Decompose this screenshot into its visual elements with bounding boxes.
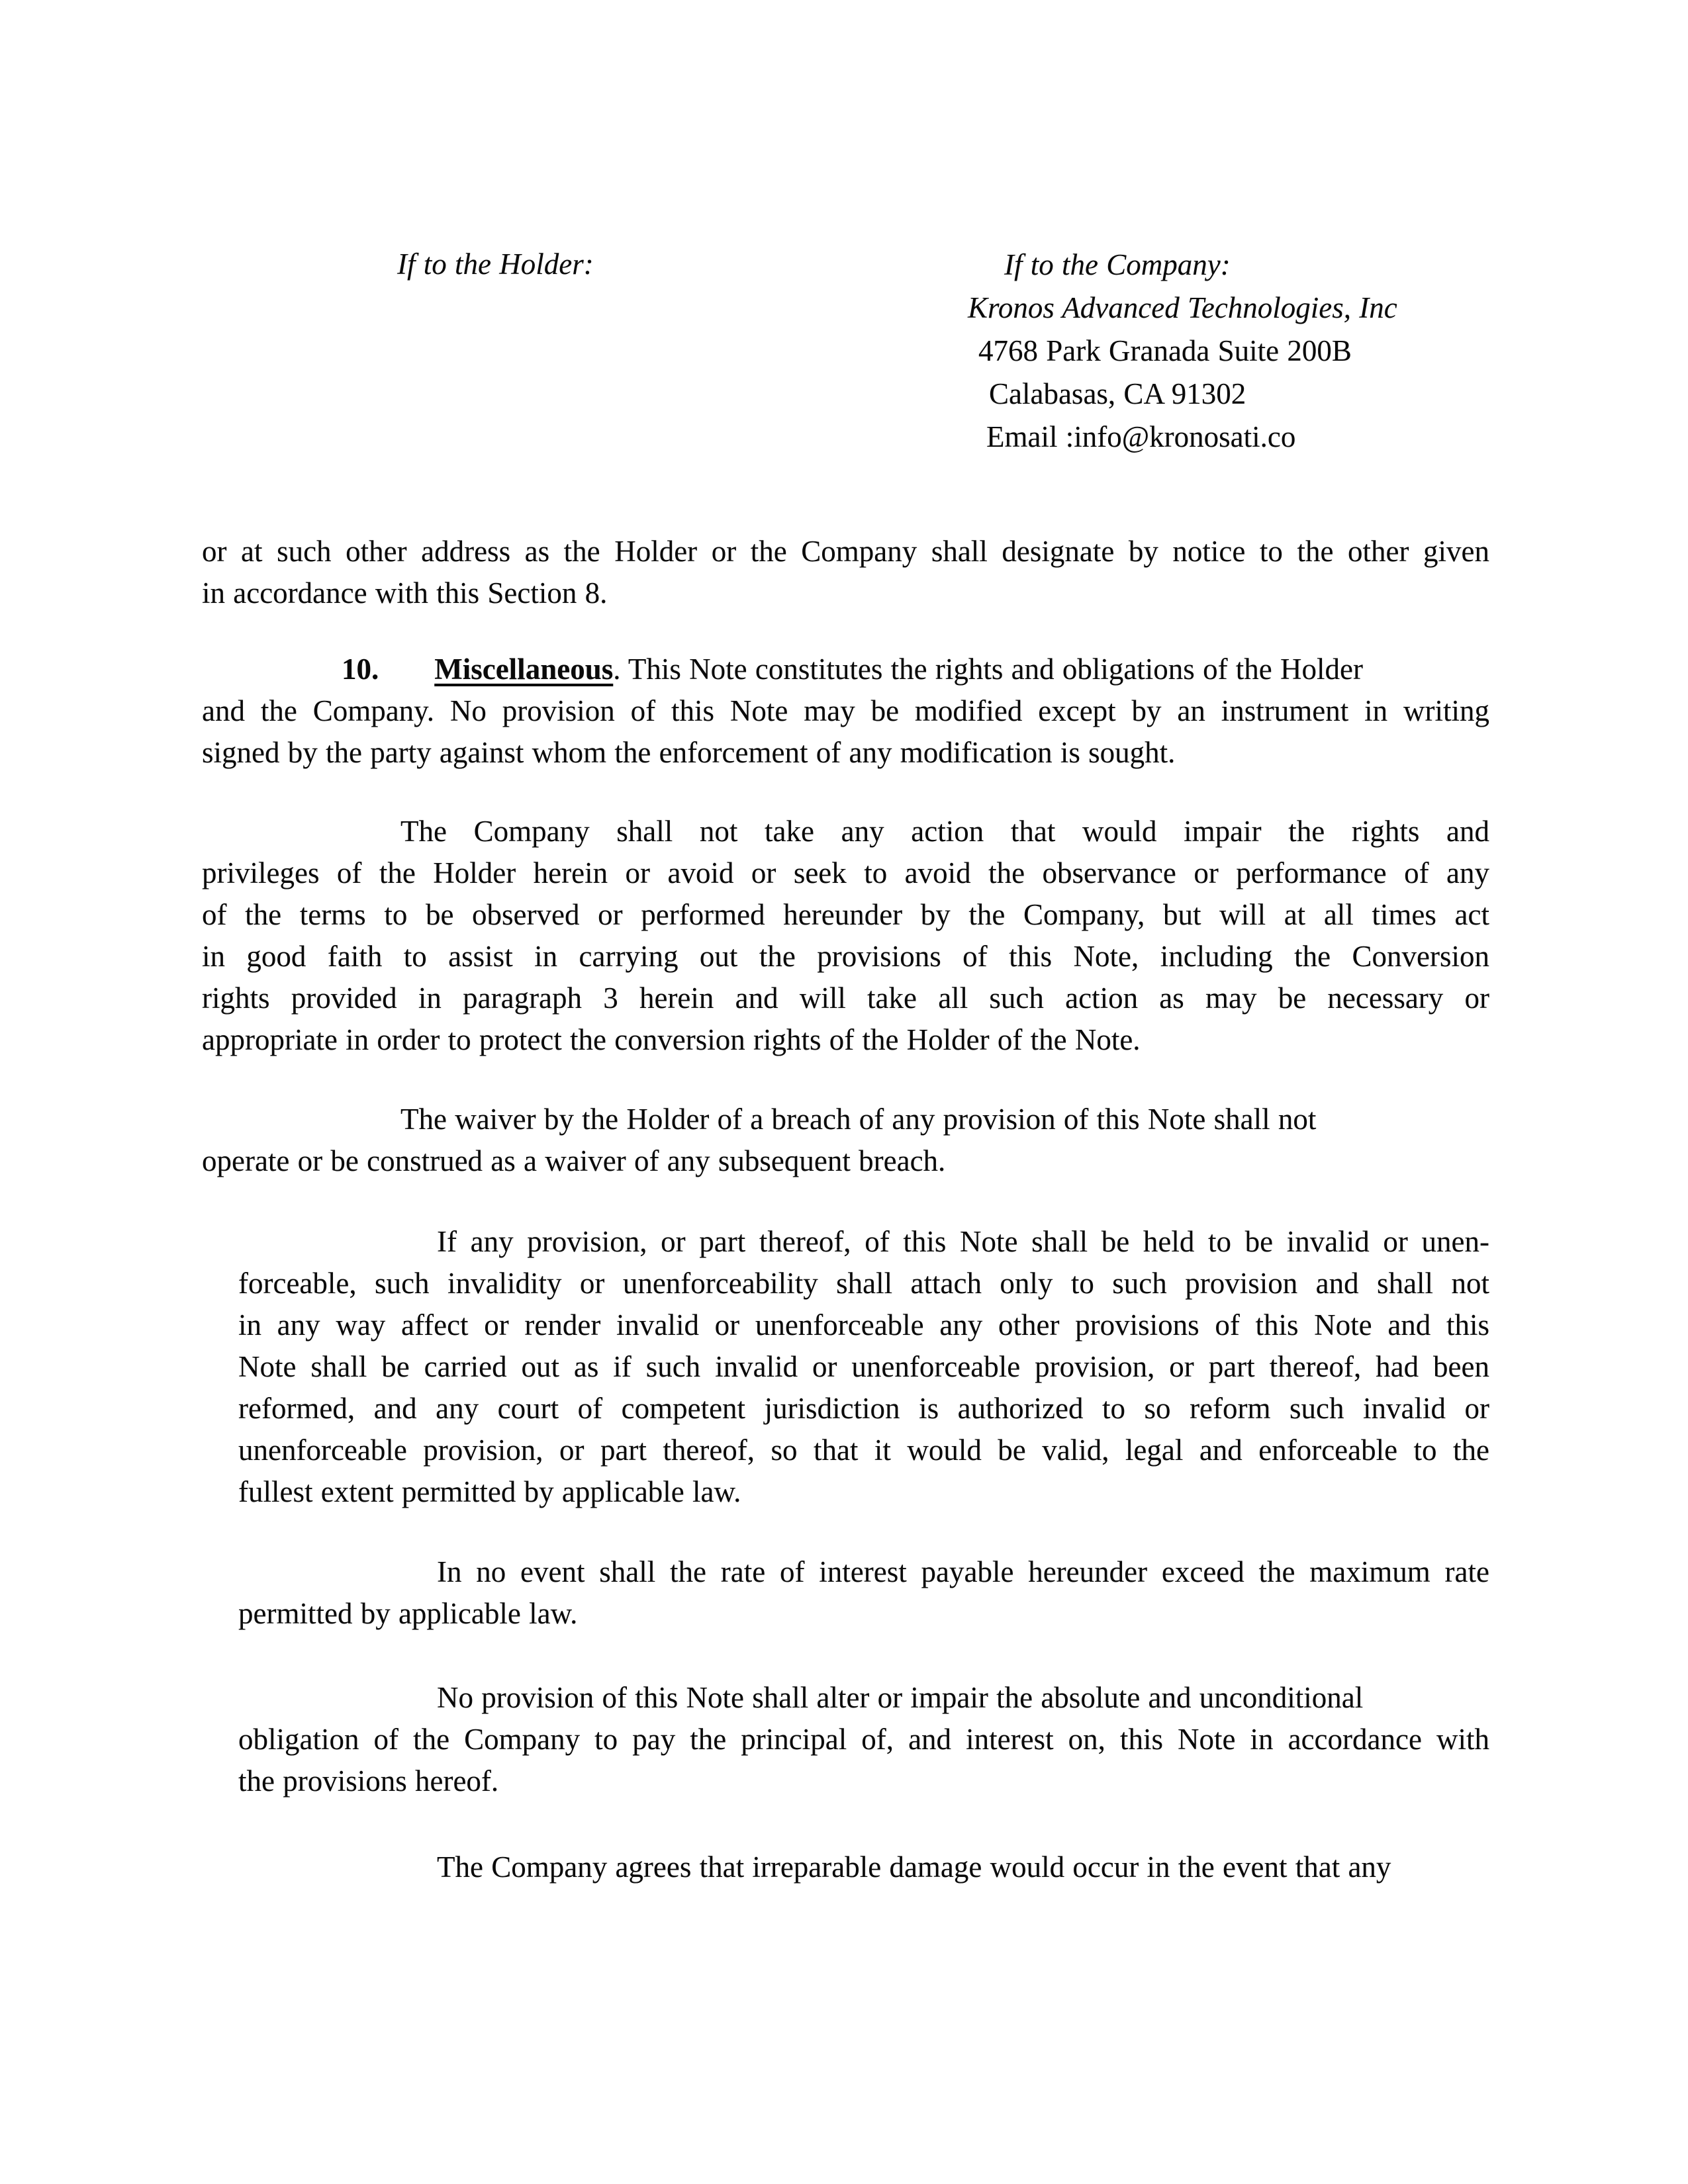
paragraph-obligation bbox=[238, 1677, 1489, 1802]
paragraph-address-notice bbox=[202, 531, 1489, 614]
paragraph-line: in accordance with this Section 8. bbox=[202, 576, 608, 610]
paragraph-line: unenforceable provision, or part thereof, so that it would be valid, legal and enforceable to the bbox=[238, 1433, 1489, 1467]
paragraph-line: The Company shall not take any action that would impair the rights and bbox=[400, 815, 1489, 848]
section-heading-line bbox=[202, 649, 1489, 690]
paragraph-line: privileges of the Holder herein or avoid or seek to avoid the observance or performance of any bbox=[202, 856, 1489, 889]
company-notice-label: If to the Company: bbox=[1004, 248, 1231, 281]
paragraph-miscellaneous bbox=[202, 649, 1489, 774]
paragraph-line: No provision of this Note shall alter or impair the absolute and unconditional bbox=[437, 1681, 1364, 1714]
paragraph-severability bbox=[238, 1221, 1489, 1513]
company-address-street: 4768 Park Granada Suite 200B bbox=[978, 334, 1352, 367]
company-address-city: Calabasas, CA 91302 bbox=[989, 377, 1246, 410]
paragraph-line: and the Company. No provision of this Note may be modified except by an instrument in writing bbox=[202, 694, 1489, 727]
paragraph-interest-rate bbox=[238, 1551, 1489, 1635]
section-heading: Miscellaneous bbox=[434, 653, 614, 686]
paragraph-waiver bbox=[202, 1099, 1489, 1182]
paragraph-line: Note shall be carried out as if such invalid or unenforceable provision, or part thereof, had been bbox=[238, 1350, 1489, 1383]
paragraph-line: forceable, such invalidity or unenforceability shall attach only to such provision and shall not bbox=[238, 1267, 1489, 1300]
paragraph-line: appropriate in order to protect the conversion rights of the Holder of the Note. bbox=[202, 1023, 1141, 1056]
paragraph-line: the provisions hereof. bbox=[238, 1764, 499, 1797]
paragraph-line: in good faith to assist in carrying out the provisions of this Note, including the Conversion bbox=[202, 940, 1489, 973]
paragraph-line: The waiver by the Holder of a breach of any provision of this Note shall not bbox=[400, 1103, 1317, 1136]
paragraph-line: rights provided in paragraph 3 herein and will take all such action as may be necessary or bbox=[202, 981, 1489, 1015]
paragraph-line: If any provision, or part thereof, of this Note shall be held to be invalid or unen- bbox=[437, 1225, 1489, 1258]
paragraph-line: reformed, and any court of competent jurisdiction is authorized to so reform such invalid or bbox=[238, 1392, 1489, 1425]
company-name: Kronos Advanced Technologies, Inc bbox=[968, 291, 1397, 324]
paragraph-line: operate or be construed as a waiver of any subsequent breach. bbox=[202, 1144, 946, 1177]
paragraph-line: signed by the party against whom the enforcement of any modification is sought. bbox=[202, 736, 1176, 769]
paragraph-irreparable-damage bbox=[238, 1846, 1489, 1888]
paragraph-line: obligation of the Company to pay the principal of, and interest on, this Note in accordance with bbox=[238, 1723, 1489, 1756]
paragraph-line: The Company agrees that irreparable damage would occur in the event that any bbox=[437, 1850, 1391, 1884]
paragraph-line: of the terms to be observed or performed hereunder by the Company, but will at all times act bbox=[202, 898, 1489, 931]
section-heading-rest: . This Note constitutes the rights and obligations of the Holder bbox=[613, 653, 1363, 686]
paragraph-line: or at such other address as the Holder or the Company shall designate by notice to the other given bbox=[202, 535, 1489, 568]
company-notice-block bbox=[968, 244, 1564, 459]
section-number: 10. bbox=[342, 653, 379, 686]
company-email: Email :info@kronosati.co bbox=[986, 420, 1296, 453]
paragraph-company-action bbox=[202, 811, 1489, 1061]
paragraph-line: permitted by applicable law. bbox=[238, 1597, 578, 1630]
paragraph-line: fullest extent permitted by applicable law. bbox=[238, 1475, 741, 1508]
paragraph-line: In no event shall the rate of interest payable hereunder exceed the maximum rate bbox=[437, 1555, 1489, 1588]
holder-notice-label: If to the Holder: bbox=[397, 248, 594, 281]
paragraph-line: in any way affect or render invalid or unenforceable any other provisions of this Note and this bbox=[238, 1308, 1489, 1342]
